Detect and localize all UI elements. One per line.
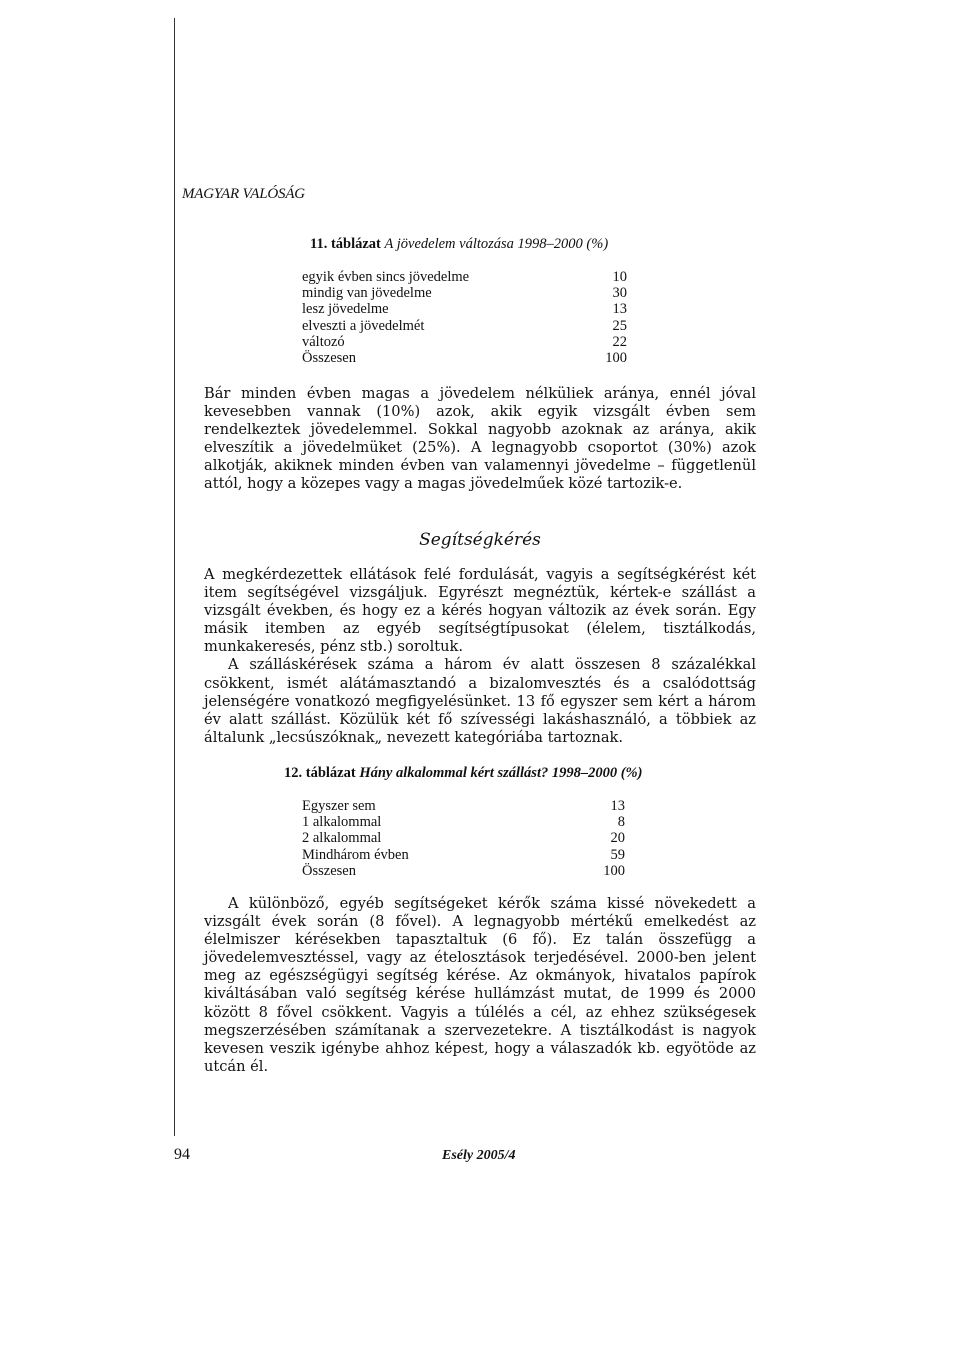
table-row [302,285,627,301]
row-label: Mindhárom évben [302,846,409,863]
row-value: 25 [612,317,627,334]
row-value: 30 [612,285,627,302]
table-row [302,814,625,830]
journal-footer: Esély 2005/4 [442,1148,516,1163]
table-12 [302,798,625,879]
row-label: egyik évben sincs jövedelme [302,269,470,285]
row-value: 10 [612,269,627,285]
row-label: lesz jövedelme [302,301,389,318]
table-11-title: A jövedelem változása 1998–2000 (%) [384,236,609,252]
page-number: 94 [174,1146,190,1163]
running-head: MAGYAR VALÓSÁG [182,186,305,202]
table-row [302,301,627,317]
row-label: mindig van jövedelme [302,285,432,302]
row-label: Összesen [302,862,356,879]
row-value: 13 [612,301,627,318]
table-row [302,847,625,863]
table-11-number: 11. táblázat [310,236,381,252]
paragraph-help-intro: A megkérdezettek ellátások felé fordulását, vagyis a segítségkérést két item segítségével vizsgáljuk. Egyrészt megnéztük, kértek-e szállást a vizsgált években, és hogy ez a kérés hogyan változik az évek során. Egy másik itemben az egyéb segítségtípusokat (élelem, tisztálkodás, munkakeresés, pénz stb.) soroltuk. [204,566,756,656]
row-value: 100 [605,350,627,367]
table-11-caption [310,236,608,253]
row-label: Egyszer sem [302,798,376,814]
row-value: 59 [610,846,625,863]
paragraph-income: Bár minden évben magas a jövedelem nélküliek aránya, ennél jóval kevesebben vannak (10%) azok, akik egyik vizsgált évben sem rendelkeztek jövedelemmel. Sokkal nagyobb azoknak az aránya, akik elveszítik a jövedelmüket (25%). A legnagyobb csoportot (30%) azok alkotják, akiknek minden évben van valamennyi jövedelme – függetlenül attól, hogy a közepes vagy a magas jövedelműek közé tartozik-e. [204,385,756,493]
row-label: változó [302,333,345,350]
table-12-number: 12. táblázat [284,765,356,781]
table-row [302,269,627,285]
table-row [302,318,627,334]
table-row [302,830,625,846]
row-value: 13 [610,798,625,814]
table-row [302,350,627,366]
row-value: 8 [617,814,625,831]
margin-rule [174,18,175,1136]
table-row [302,863,625,879]
table-row [302,798,625,814]
paragraph-shelter-requests: A szálláskérések száma a három év alatt összesen 8 százalékkal csökkent, ismét alátámasztandó a bizalomvesztés és a csalódottság jelenségére vonatkozó megfigyelésünket. 13 fő egyszer sem kért a három év alatt szállást. Közülük két fő szívességi lakáshasználó, a többiek az általunk „lecsúszóknak„ nevezett kategóriába tartoznak. [204,656,756,746]
row-value: 20 [610,830,625,847]
row-label: 1 alkalommal [302,814,382,831]
row-value: 22 [612,333,627,350]
table-11 [302,269,627,366]
row-label: Összesen [302,350,356,367]
table-12-title: Hány alkalommal kért szállást? 1998–2000 (%) [359,765,643,781]
row-label: 2 alkalommal [302,830,382,847]
row-value: 100 [603,862,625,879]
row-label: elveszti a jövedelmét [302,317,425,334]
table-12-caption [284,765,642,782]
table-row [302,334,627,350]
section-heading: Segítségkérés [419,530,541,550]
paragraph-help-request-block [204,566,756,747]
paragraph-other-help: A különböző, egyéb segítségeket kérők száma kissé növekedett a vizsgált évek során (8 fővel). A legnagyobb mértékű emelkedést az élelmiszer kérésekben tapasztaltuk (6 fő). Ez talán összefügg a jövedelemvesztéssel, vagy az ételosztások terjedésével. 2000-ben jelent meg az egészségügyi segítség kérése. Az okmányok, hivatalos papírok kiváltásában való segítség kérése hullámzást mutat, de 1999 és 2000 között 8 fővel csökkent. Vagyis a túlélés a cél, az ehhez szükségesek megszerzésében számítanak a szervezetekre. A tisztálkodást is nagyok kevesen veszik igénybe ahhoz képest, hogy a válaszadók kb. egyötöde az utcán él. [204,895,756,1075]
